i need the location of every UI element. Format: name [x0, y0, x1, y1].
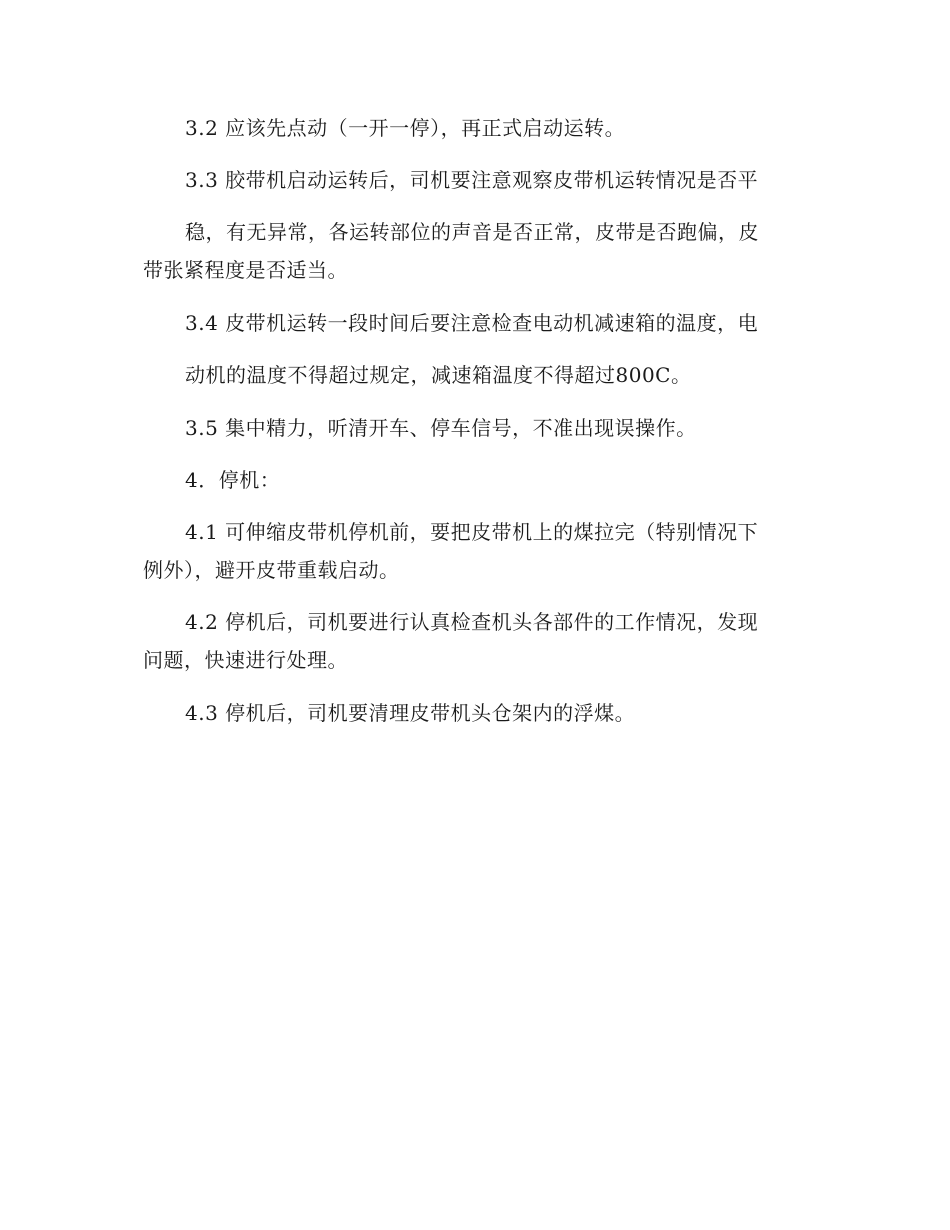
- paragraph-4-3-line-1: 4.3 停机后，司机要清理皮带机头仓架内的浮煤。: [185, 701, 636, 725]
- paragraph-3-5-line-1: 3.5 集中精力，听清开车、停车信号，不准出现误操作。: [185, 416, 697, 440]
- paragraph-3-3-line-1: 3.3 胶带机启动运转后，司机要注意观察皮带机运转情况是否平: [185, 168, 759, 192]
- paragraph-4-1-line-2: 例外），避开皮带重载启动。: [143, 558, 400, 582]
- section-heading-4: 4．停机：: [185, 468, 281, 492]
- paragraph-3-2-line-1: 3.2 应该先点动（一开一停），再正式启动运转。: [185, 116, 626, 140]
- paragraph-3-4-line-2: 动机的温度不得超过规定，减速箱温度不得超过800C。: [185, 363, 692, 387]
- paragraph-3-3-line-2: 稳，有无异常，各运转部位的声音是否正常，皮带是否跑偏，皮: [185, 220, 759, 244]
- paragraph-4-1-line-1: 4.1 可伸缩皮带机停机前，要把皮带机上的煤拉完（特别情况下: [185, 520, 759, 544]
- paragraph-4-2-line-1: 4.2 停机后，司机要进行认真检查机头各部件的工作情况，发现: [185, 610, 759, 634]
- paragraph-3-4-line-1: 3.4 皮带机运转一段时间后要注意检查电动机减速箱的温度，电: [185, 311, 759, 335]
- paragraph-3-3-line-3: 带张紧程度是否适当。: [143, 258, 348, 282]
- paragraph-4-2-line-2: 问题，快速进行处理。: [143, 648, 348, 672]
